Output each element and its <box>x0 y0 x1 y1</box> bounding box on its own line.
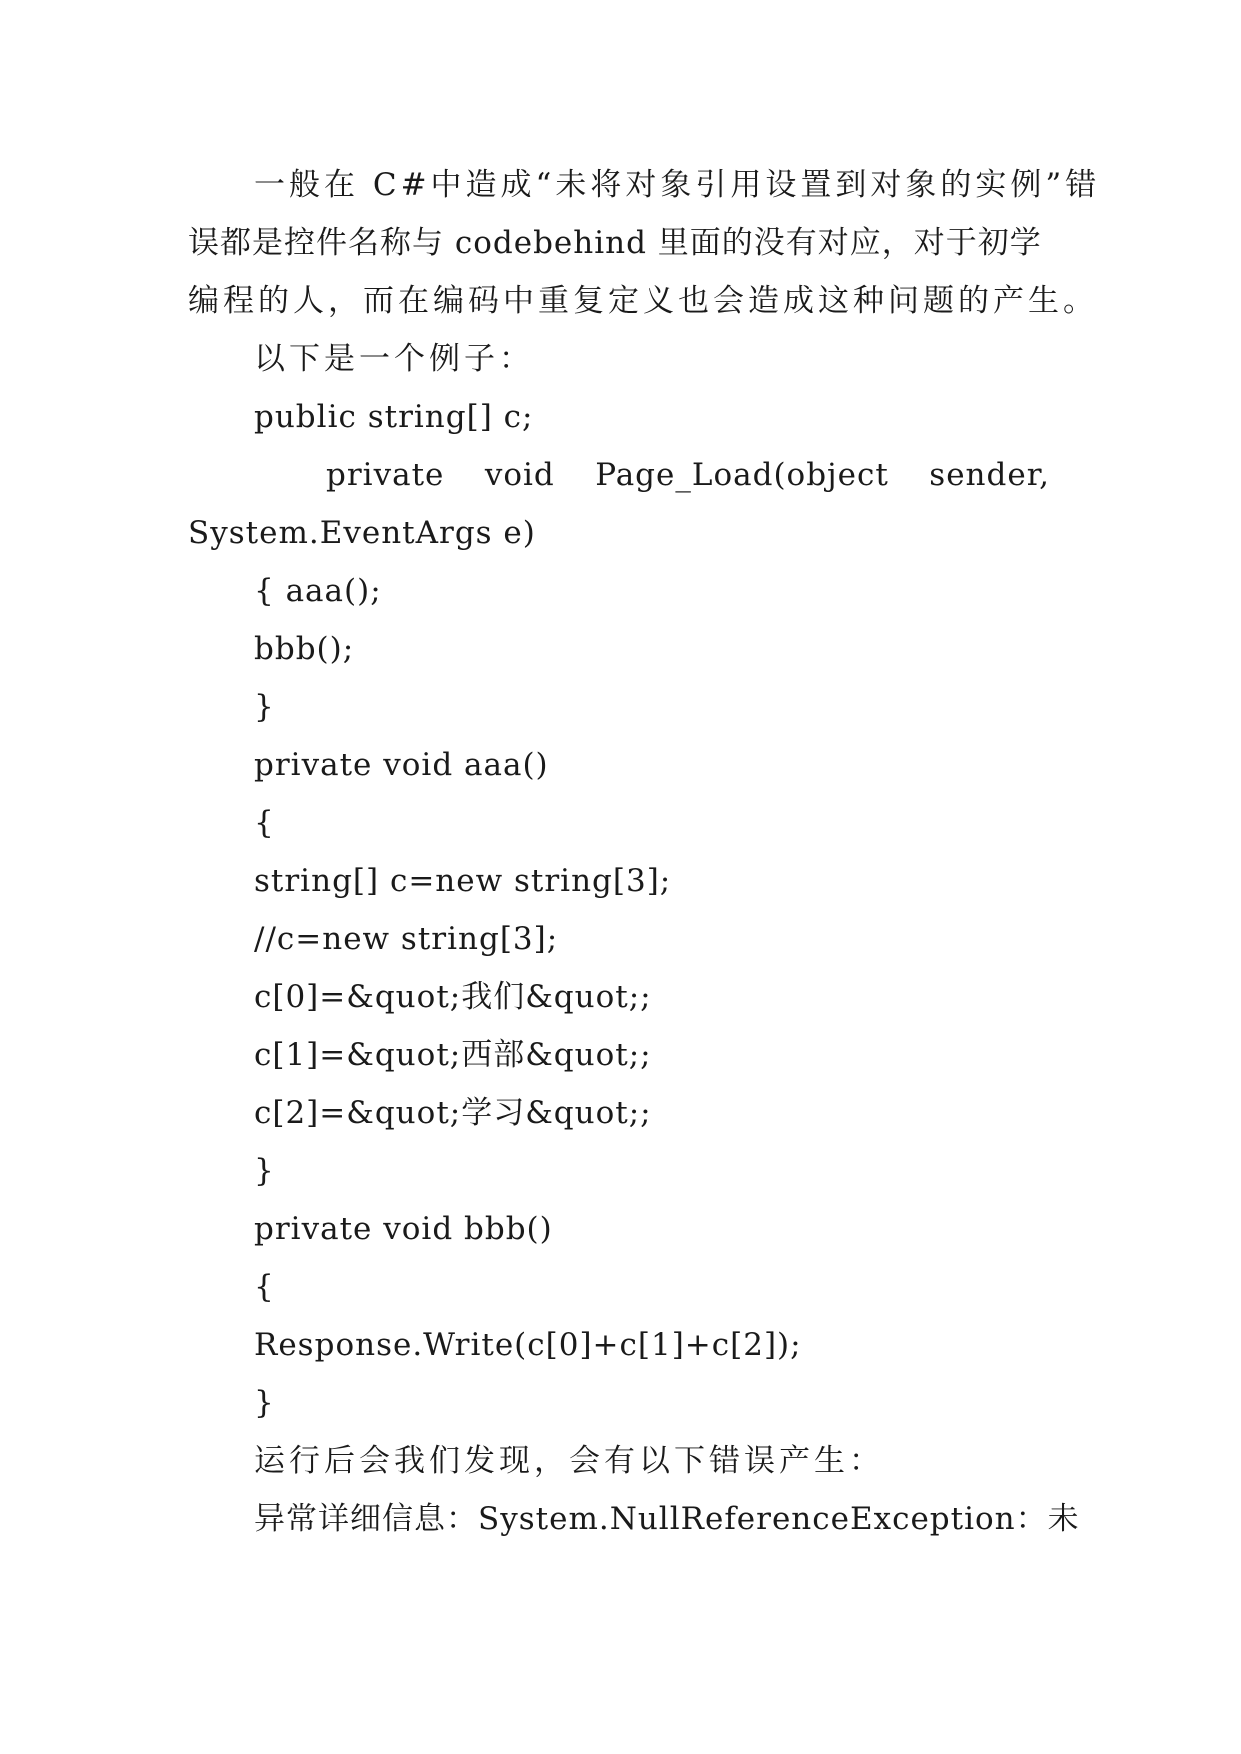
code-line: { <box>254 805 275 841</box>
code-word: Page_Load(object <box>595 457 889 493</box>
code-line: } <box>254 1153 275 1189</box>
code-line: { aaa(); <box>254 573 382 609</box>
paragraph-line: 异常详细信息：System.NullReferenceException：未 <box>254 1501 1080 1537</box>
paragraph-line: 编程的人，而在编码中重复定义也会造成这种问题的产生。 <box>188 283 1098 319</box>
paragraph-line: 一般在 C#中造成“未将对象引用设置到对象的实例”错 <box>254 167 1101 203</box>
paragraph-line: 以下是一个例子： <box>254 341 534 377</box>
code-word: sender, <box>929 457 1050 493</box>
code-line: string[] c=new string[3]; <box>254 863 672 899</box>
code-word: void <box>484 457 555 493</box>
code-line: public string[] c; <box>254 399 534 435</box>
code-word: private <box>326 457 445 493</box>
code-line: System.EventArgs e) <box>188 515 536 551</box>
code-line: private void bbb() <box>254 1211 553 1247</box>
document-body <box>188 156 1101 1548</box>
code-line: } <box>254 689 275 725</box>
code-line: //c=new string[3]; <box>254 921 559 957</box>
paragraph-line: 运行后会我们发现，会有以下错误产生： <box>254 1443 884 1479</box>
code-line: c[2]=&quot;学习&quot;; <box>254 1095 652 1131</box>
code-line: { <box>254 1269 275 1305</box>
code-line: c[1]=&quot;西部&quot;; <box>254 1037 652 1073</box>
code-line: } <box>254 1385 275 1421</box>
code-line: c[0]=&quot;我们&quot;; <box>254 979 652 1015</box>
code-line: bbb(); <box>254 631 355 667</box>
paragraph-line: 误都是控件名称与 codebehind 里面的没有对应，对于初学 <box>188 225 1042 261</box>
code-line: Response.Write(c[0]+c[1]+c[2]); <box>254 1327 802 1363</box>
code-line: private void aaa() <box>254 747 549 783</box>
code-line-justified <box>188 446 1050 504</box>
